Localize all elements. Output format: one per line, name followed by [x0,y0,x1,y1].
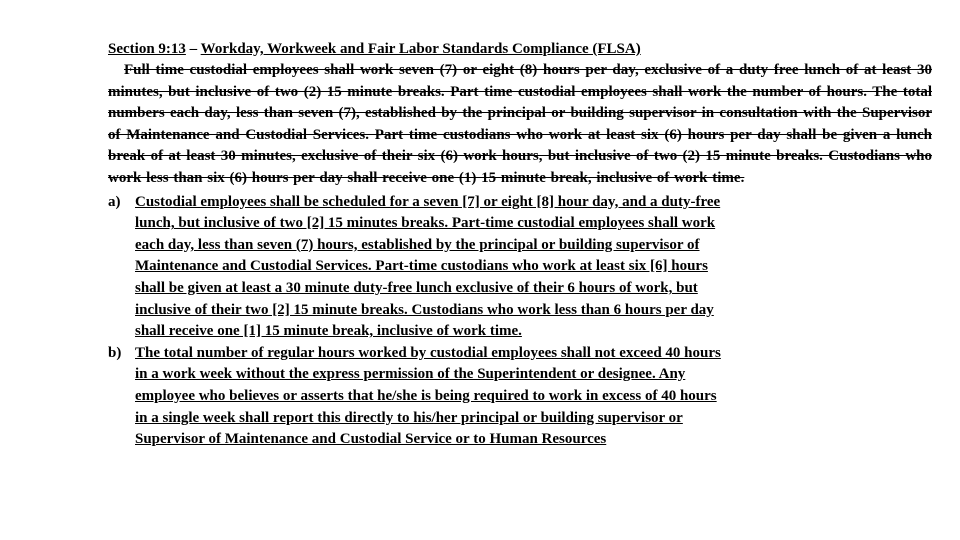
text-line: Supervisor of Maintenance and Custodial Service or to Human Resources [135,431,607,448]
text-line: The total number of regular hours worked by custodial employees shall not exceed 40 hours [135,344,721,361]
provision-a [108,192,855,343]
text-line: in a work week without the express permission of the Superintendent or designee. Any [135,366,686,383]
section-heading [108,38,932,60]
deleted-paragraph: Full time custodial employees shall work seven (7) or eight (8) hours per day, exclusive of a duty free lunch of at least 30 minutes, but inclusive of two (2) 15 minute breaks. Part time custodial employees shall work the number of hours. The total numbers each day, less than seven (7), established by the principal or building supervisor in consultation with the Supervisor of Maintenance and Custodial Services. Part time custodians who work at least six (6) hours per day shall be given a lunch break of at least 30 minutes, exclusive of their six (6) work hours, but inclusive of two (2) 15 minute breaks. Custodians who work less than six (6) hours per day shall receive one (1) 15 minute break, inclusive of work time. [108,62,932,186]
provision-text [135,192,855,343]
text-line: Custodial employees shall be scheduled for a seven [7] or eight [8] hour day, and a duty-free [135,193,721,210]
document-page [108,38,932,451]
list-marker: b) [108,344,122,361]
text-line: shall be given at least a 30 minute duty-free lunch exclusive of their 6 hours of work, but [135,279,698,296]
text-line: lunch, but inclusive of two [2] 15 minutes breaks. Part-time custodial employees shall work [135,215,716,232]
text-line: Maintenance and Custodial Services. Part-time custodians who work at least six [6] hours [135,258,708,275]
list-marker: a) [108,193,121,210]
text-line: shall receive one [1] 15 minute break, inclusive of work time. [135,323,522,340]
section-title: Workday, Workweek and Fair Labor Standards Compliance (FLSA) [200,41,641,57]
text-line: inclusive of their two [2] 15 minute breaks. Custodians who work less than 6 hours per day [135,301,714,318]
provision-text [135,343,855,451]
text-line: each day, less than seven (7) hours, established by the principal or building supervisor of [135,236,700,253]
text-line: in a single week shall report this directly to his/her principal or building supervisor or [135,409,683,426]
provision-b [108,343,855,451]
provision-list [108,192,932,451]
section-dash: – [185,41,201,57]
section-number: Section 9:13 [108,41,186,57]
text-line: employee who believes or asserts that he/she is being required to work in excess of 40 hours [135,387,717,404]
